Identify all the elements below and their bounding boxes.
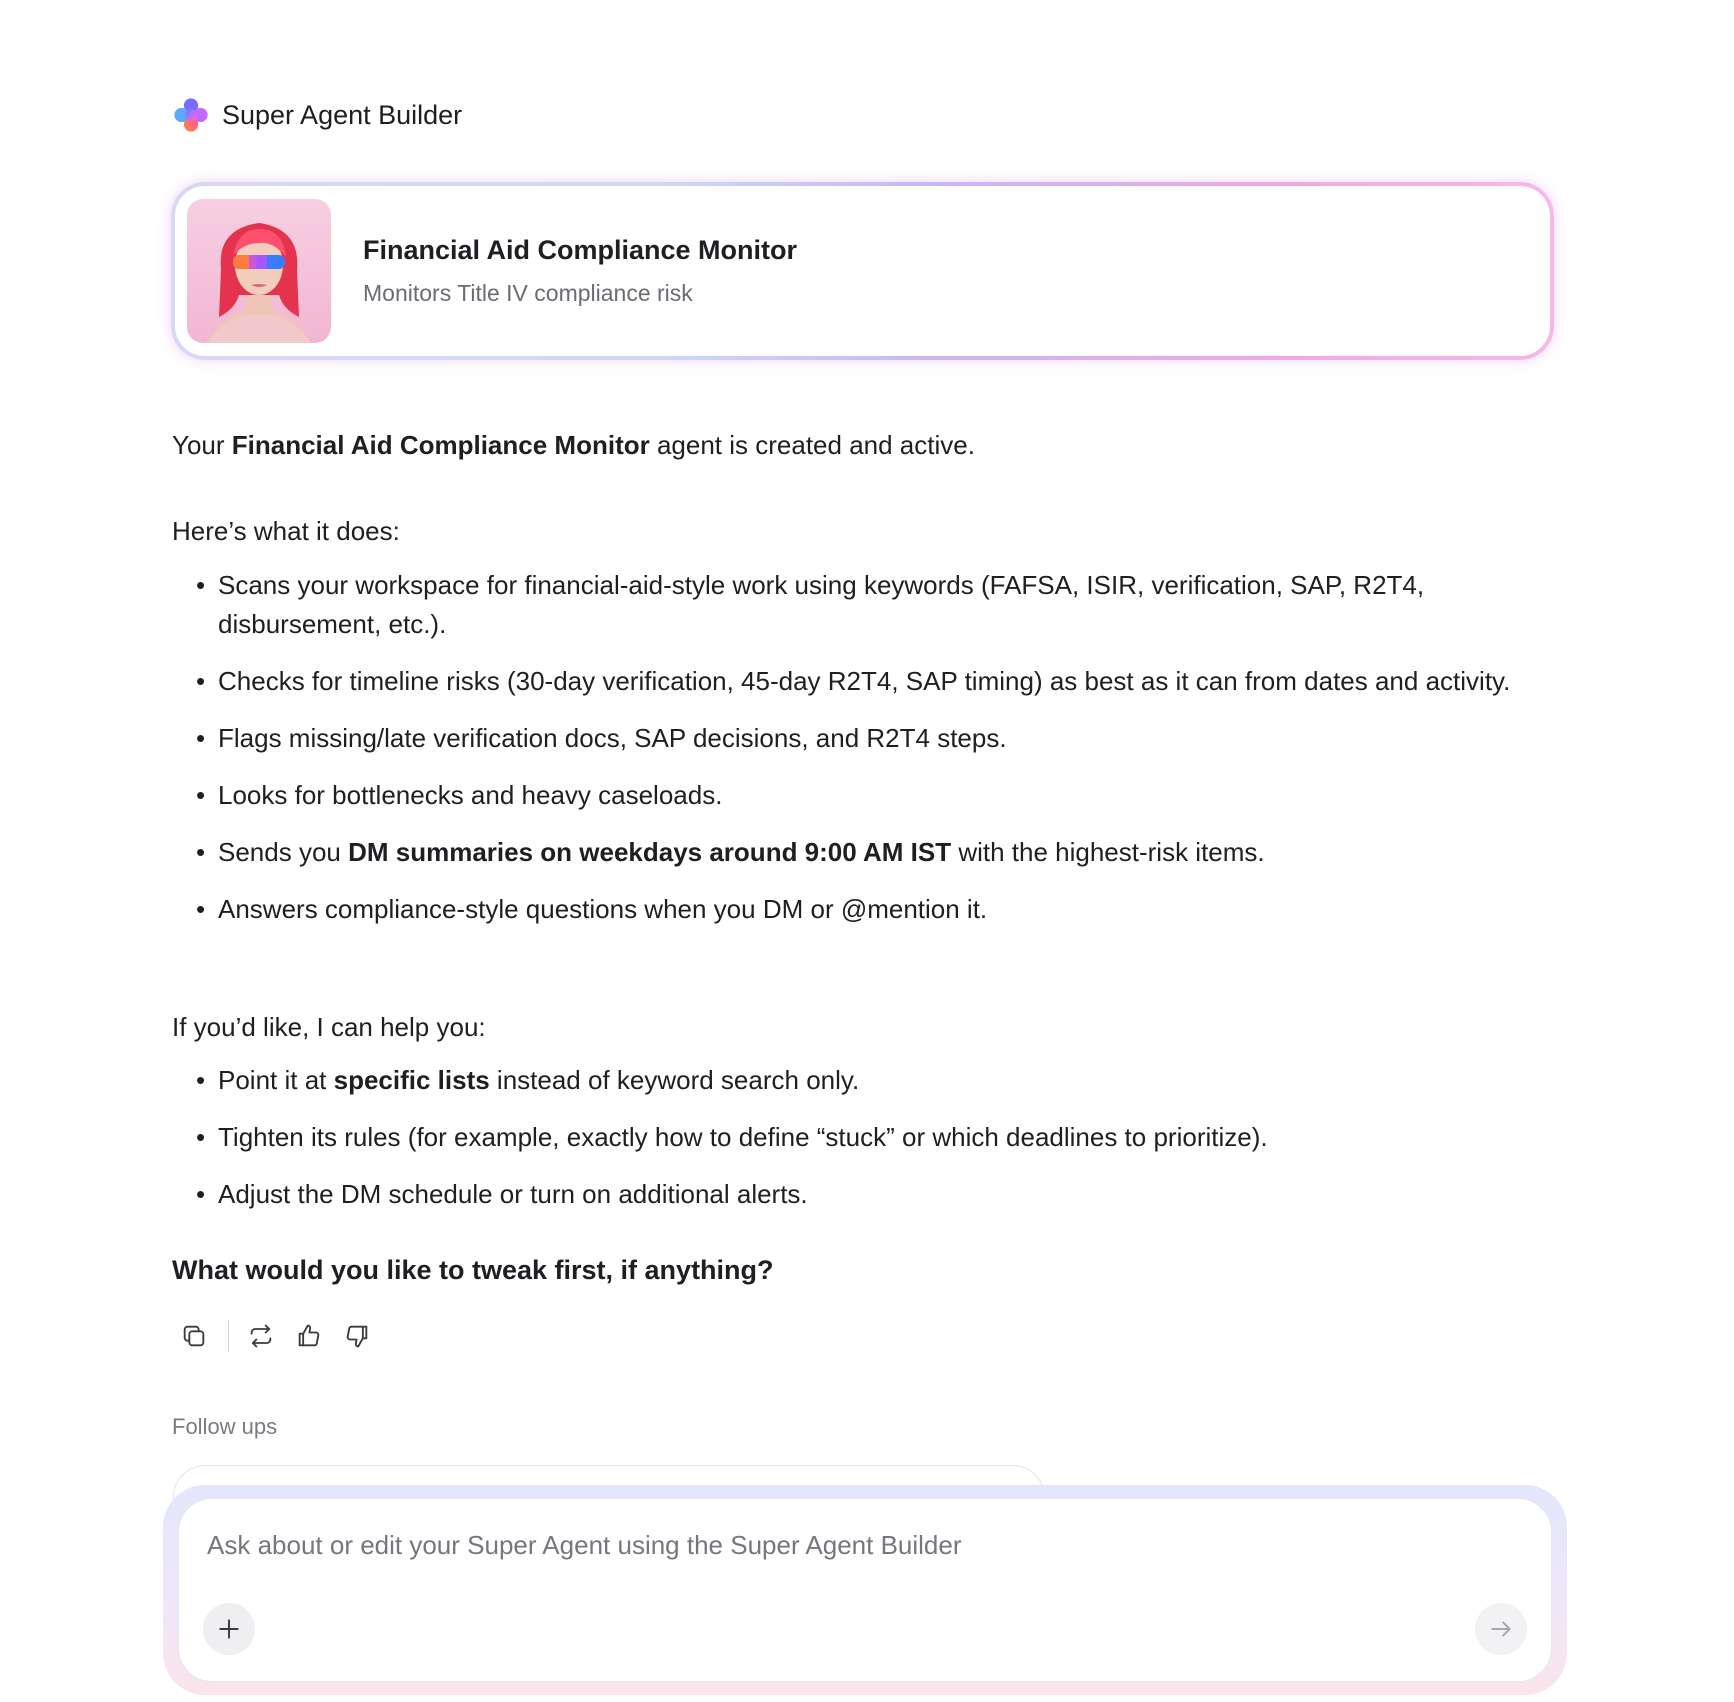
send-button[interactable] [1475, 1603, 1527, 1655]
list-item: • Sends you DM summaries on weekdays around 9:00 AM IST with the highest-risk items. [196, 833, 1526, 872]
thumbs-up-icon [295, 1322, 323, 1350]
help-list [196, 1061, 1526, 1232]
copy-icon [180, 1322, 208, 1350]
agent-description: Monitors Title IV compliance risk [363, 280, 693, 306]
does-list [196, 566, 1526, 947]
message-actions [176, 1318, 375, 1354]
list-item: • Point it at specific lists instead of keyword search only. [196, 1061, 1526, 1100]
list-item: • Flags missing/late verification docs, SAP decisions, and R2T4 steps. [196, 719, 1526, 758]
agent-name: Financial Aid Compliance Monitor [363, 235, 798, 265]
help-heading: If you’d like, I can help you: [172, 1012, 486, 1042]
composer [178, 1498, 1552, 1682]
thumbs-down-button[interactable] [339, 1318, 375, 1354]
list-item: • Tighten its rules (for example, exactly how to define “stuck” or which deadlines to prioritize). [196, 1118, 1526, 1157]
does-heading: Here’s what it does: [172, 516, 400, 546]
list-item: • Scans your workspace for financial-aid-style work using keywords (FAFSA, ISIR, verification, SAP, R2T4, disbursement, etc.). [196, 566, 1526, 644]
agent-avatar [187, 199, 331, 343]
list-item: • Looks for bottlenecks and heavy caseloads. [196, 776, 1526, 815]
agent-card[interactable] [171, 182, 1554, 360]
app-title: Super Agent Builder [222, 99, 463, 130]
composer-input[interactable] [207, 1525, 1507, 1565]
super-agent-logo-icon [172, 96, 210, 134]
plus-icon [216, 1616, 242, 1642]
regenerate-button[interactable] [243, 1318, 279, 1354]
list-item: • Answers compliance-style questions when you DM or @mention it. [196, 890, 1526, 929]
app-header [172, 96, 462, 134]
regenerate-icon [247, 1322, 275, 1350]
add-attachment-button[interactable] [203, 1603, 255, 1655]
message-intro: Your Financial Aid Compliance Monitor agent is created and active. [172, 430, 975, 460]
list-item: • Checks for timeline risks (30-day verification, 45-day R2T4, SAP timing) as best as it can from dates and activity. [196, 662, 1526, 701]
list-item: • Adjust the DM schedule or turn on additional alerts. [196, 1175, 1526, 1214]
followups-label: Follow ups [172, 1414, 278, 1439]
action-divider [228, 1320, 229, 1352]
agent-card-text [363, 235, 797, 307]
thumbs-up-button[interactable] [291, 1318, 327, 1354]
arrow-right-icon [1488, 1616, 1514, 1642]
copy-button[interactable] [176, 1318, 212, 1354]
thumbs-down-icon [343, 1322, 371, 1350]
closing-question: What would you like to tweak first, if anything? [172, 1255, 774, 1285]
